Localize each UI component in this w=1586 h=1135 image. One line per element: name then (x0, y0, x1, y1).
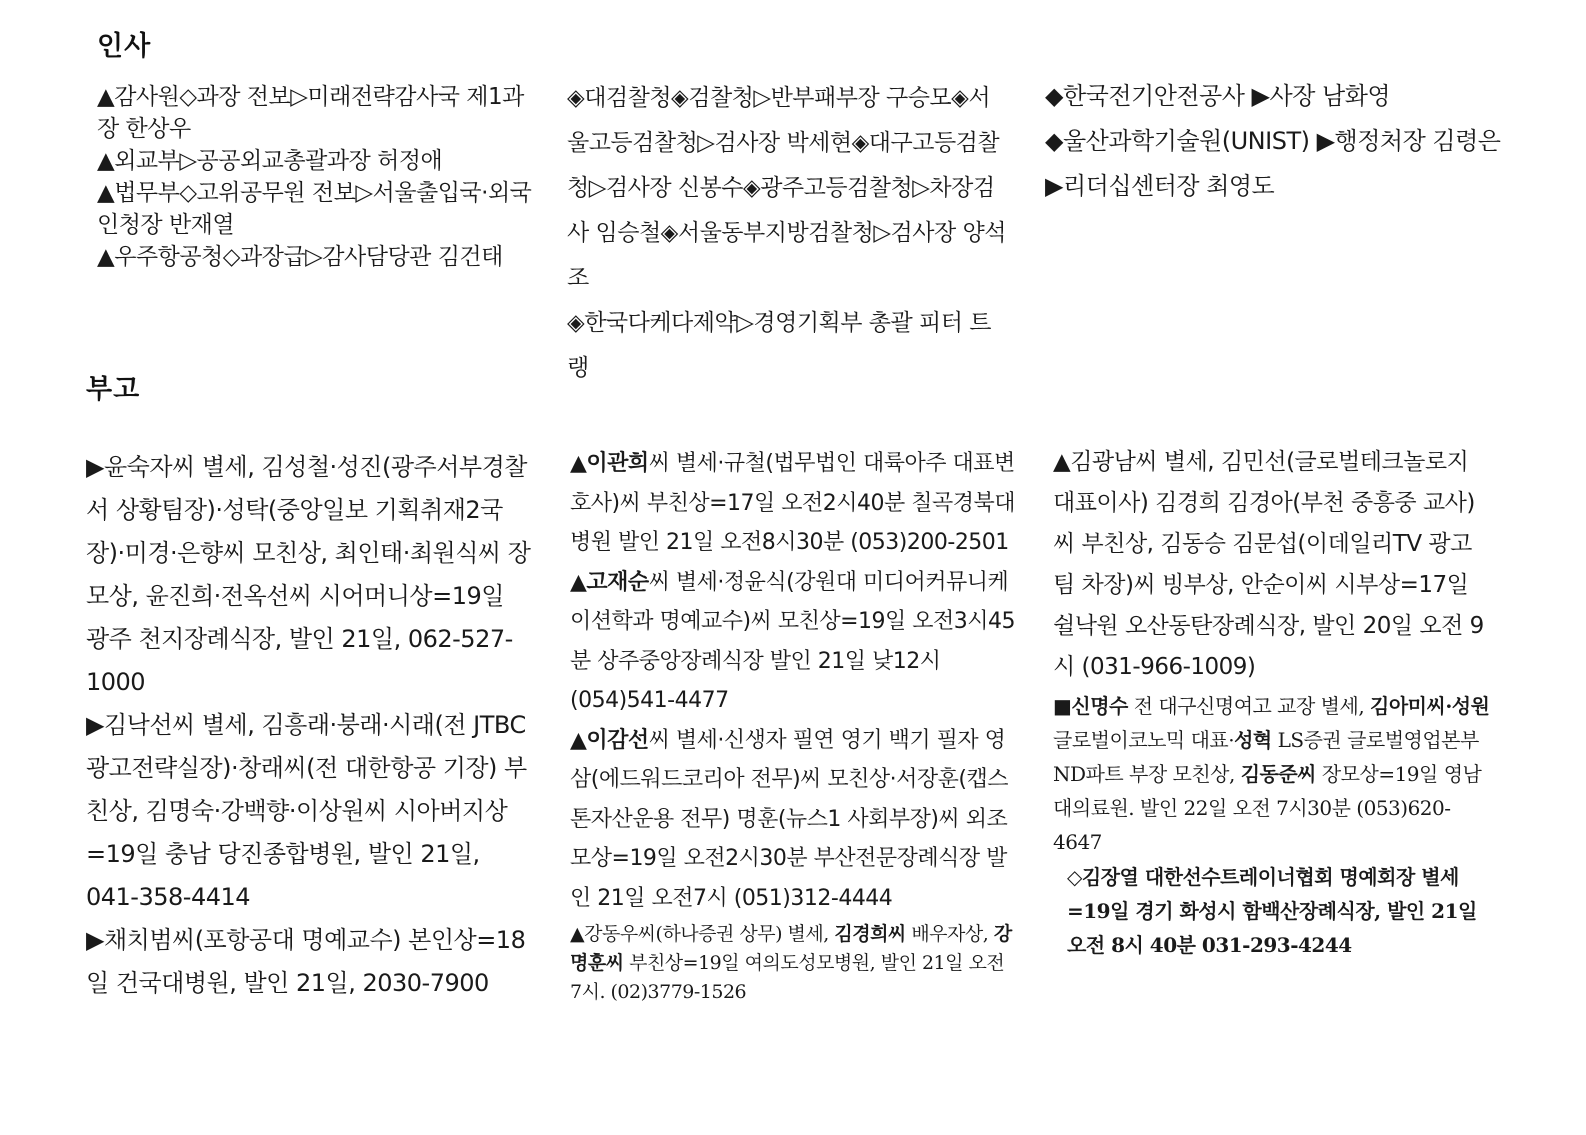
personnel-column-3 (1045, 74, 1515, 209)
personnel-column-2 (567, 76, 1007, 391)
obituary-entry (570, 563, 1015, 721)
obituary-entry (1067, 860, 1493, 962)
personnel-heading: 인사 (97, 31, 152, 62)
obituary-text: ▲강동우씨(하나증권 상무) 별세, (570, 923, 835, 945)
deceased-name: 신명수 (1071, 694, 1128, 718)
obituary-heading: 부고 (86, 374, 141, 405)
bereaved-name: 김동준씨 (1240, 762, 1316, 786)
obituary-text: 부친상=19일 여의도성모병원, 발인 21일 오전 7시. (02)3779-1526 (570, 952, 1005, 1003)
personnel-entry: ◆한국전기안전공사 ▶사장 남화영 (1045, 82, 1391, 110)
obituary-text: 글로벌이코노믹 대표· (1053, 728, 1235, 752)
square-bullet-icon: ■ (1053, 694, 1072, 718)
obituary-entry: ▶윤숙자씨 별세, 김성철·성진(광주서부경찰서 상황팀장)·성탁(중앙일보 기획취재2국장)·미경·은향씨 모친상, 최인태·최원식씨 장모상, 윤진희·전옥선씨 시어머니상=19일 광주 천지장례식장, 발인 21일, 062-527-1000 (86, 453, 531, 696)
personnel-entry: ◆울산과학기술원(UNIST) ▶행정처장 김령은 ▶리더십센터장 최영도 (1045, 127, 1501, 200)
obituary-column-1 (86, 446, 531, 1005)
obituary-entry: ▶김낙선씨 별세, 김흥래·붕래·시래(전 JTBC 광고전략실장)·창래씨(전 대한항공 기장) 부친상, 김명숙·강백향·이상원씨 시아버지상=19일 충남 당진종합병원, 발인 21일, 041-358-4414 (86, 711, 527, 911)
obituary-text: 씨 별세·규철(법무법인 대륙아주 대표변호사)씨 부친상=17일 오전2시40분 칠곡경북대병원 발인 21일 오전8시30분 (053)200-2501 (570, 451, 1016, 555)
obituary-entry (570, 920, 1015, 1007)
bereaved-name: 김경희씨 (834, 923, 906, 945)
personnel-entry: ◈한국다케다제약▷경영기획부 총괄 피터 트랭 (567, 310, 992, 381)
deceased-name: 김장열 (1081, 865, 1139, 889)
personnel-entry: ▲감사원◇과장 전보▷미래전략감사국 제1과장 한상우 (97, 84, 524, 142)
diamond-bullet-icon: ◇ (1067, 865, 1082, 889)
bereaved-name: 강명훈씨 (570, 923, 1012, 974)
obituary-text: 대한선수트레이너협회 명예회장 별세=19일 경기 화성시 함백산장례식장, 발인 21일 오전 8시 40분 031-293-4244 (1067, 865, 1477, 957)
personnel-entry: ▲외교부▷공공외교총괄과장 허정애 (97, 148, 443, 174)
bereaved-name: 성혁 (1234, 728, 1272, 752)
obituary-text: LS증권 글로벌영업본부 ND파트 부장 모친상, (1053, 728, 1479, 786)
deceased-name: ▲고재순 (570, 569, 649, 595)
obituary-entry (570, 444, 1015, 563)
obituary-text: 전 대구신명여고 교장 별세, (1127, 694, 1371, 718)
obituary-text: 배우자상, (905, 923, 994, 945)
obituary-column-2 (570, 444, 1015, 1007)
personnel-entry: ◈대검찰청◈검찰청▷반부패부장 구승모◈서울고등검찰청▷검사장 박세현◈대구고등검찰청▷검사장 신봉수◈광주고등검찰청▷차장검사 임승철◈서울동부지방검찰청▷검사장 양석조 (567, 85, 1006, 291)
deceased-name: ▲이관희 (570, 451, 649, 476)
deceased-name: ▲이감선 (570, 727, 649, 753)
obituary-column-3 (1053, 442, 1493, 962)
obituary-entry (1053, 689, 1493, 859)
obituary-entry (570, 721, 1015, 919)
obituary-text: 장모상=19일 영남대의료원. 발인 22일 오전 7시30분 (053)620-4647 (1053, 762, 1482, 854)
obituary-entry: ▲김광남씨 별세, 김민선(글로벌테크놀로지 대표이사) 김경희 김경아(부천 중흥중 교사)씨 부친상, 김동승 김문섭(이데일리TV 광고팀 차장)씨 빙부상, 안순이씨 시부상=17일 쉴낙원 오산동탄장례식장, 발인 20일 오전 9시 (031-966-1009) (1053, 449, 1484, 680)
obituary-text: 씨 별세·정윤식(강원대 미디어커뮤니케이션학과 명예교수)씨 모친상=19일 오전3시45분 상주중앙장례식장 발인 21일 낮12시 (054)541-4477 (570, 569, 1016, 713)
personnel-column-1 (97, 81, 537, 273)
personnel-entry: ▲법무부◇고위공무원 전보▷서울출입국·외국인청장 반재열 (97, 180, 532, 238)
obituary-entry: ▶채치범씨(포항공대 명예교수) 본인상=18일 건국대병원, 발인 21일, 2030-7900 (86, 926, 526, 997)
bereaved-name: 김아미씨·성원 (1370, 694, 1490, 718)
obituary-text: 씨 별세·신생자 필연 영기 백기 필자 영삼(에드워드코리아 전무)씨 모친상·서장훈(캡스톤자산운용 전무) 명훈(뉴스1 사회부장)씨 외조모상=19일 오전2시30분 부산전문장례식장 발인 21일 오전7시 (051)312-4444 (570, 727, 1009, 911)
personnel-entry: ▲우주항공청◇과장급▷감사담당관 김건태 (97, 244, 503, 270)
